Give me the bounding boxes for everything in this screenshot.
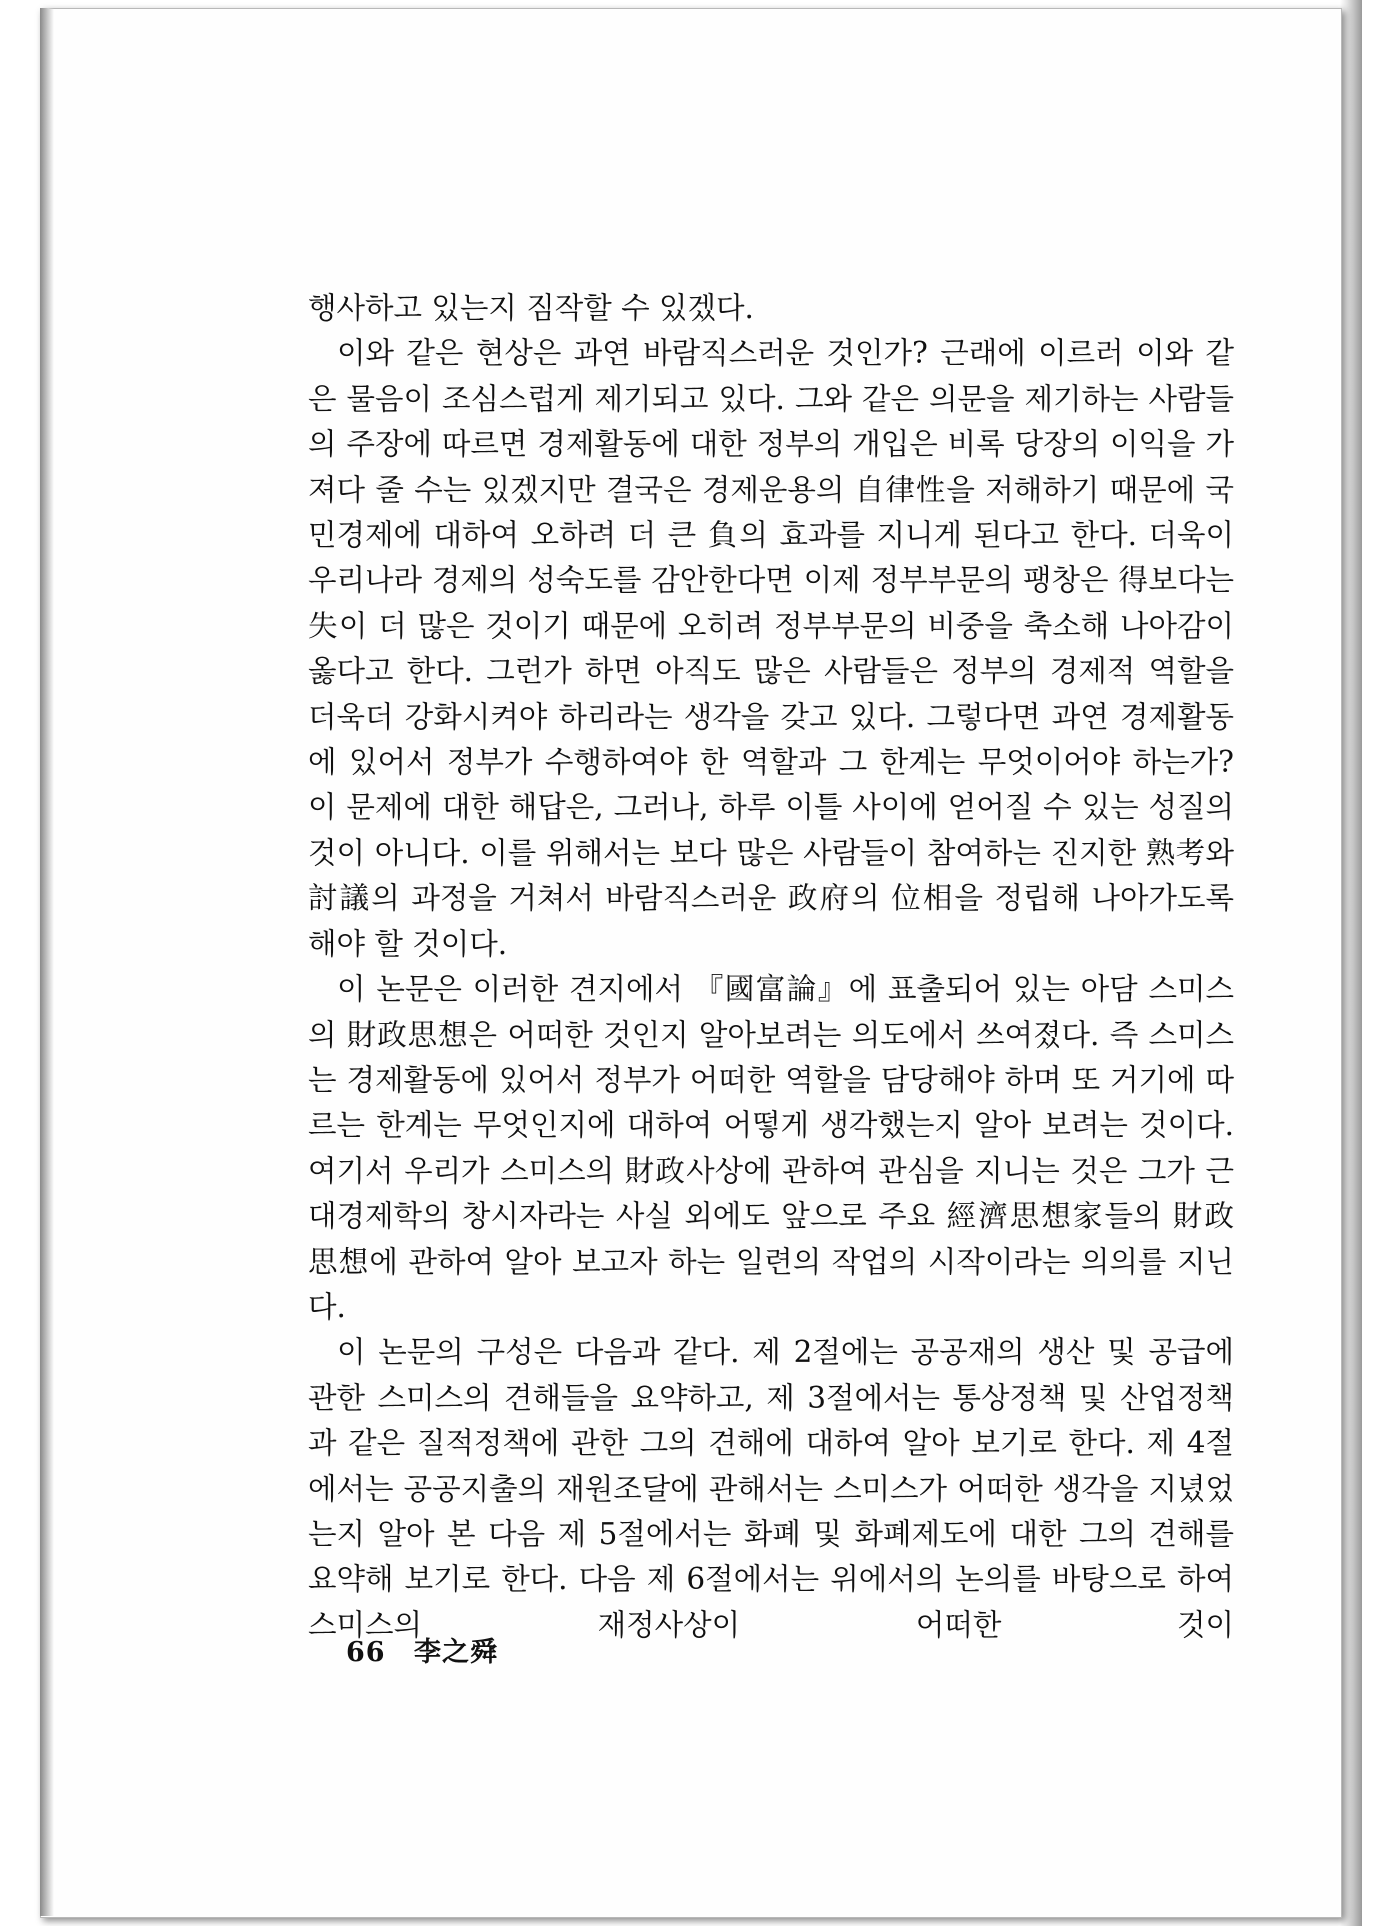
paragraph-continued: 행사하고 있는지 짐작할 수 있겠다. <box>308 291 754 325</box>
page-number: 66 <box>346 1637 386 1668</box>
paragraph: 이 논문은 이러한 견지에서 『國富論』에 표출되어 있는 아담 스미스의 財政思想은 어떠한 것인지 알아보려는 의도에서 쓰여졌다. 즉 스미스는 경제활동에 있어서 정부가 어떠한 역할을 담당해야 하며 또 거기에 따르는 한계는 무엇인지에 대하여 어떻게 생각했는지 알아 보려는 것이다. 여기서 우리가 스미스의 財政사상에 관하여 관심을 지니는 것은 그가 근대경제학의 창시자라는 사실 외에도 앞으로 주요 經濟思想家들의 財政思想에 관하여 알아 보고자 하는 일련의 작업의 시작이라는 의의를 지닌다. <box>308 972 1234 1324</box>
page-footer <box>346 1630 498 1669</box>
body-text <box>308 286 1234 1648</box>
paragraph: 이 논문의 구성은 다음과 같다. 제 2절에는 공공재의 생산 및 공급에 관한 스미스의 견해들을 요약하고, 제 3절에서는 통상정책 및 산업정책과 같은 질적정책에 관한 그의 견해에 대하여 알아 보기로 한다. 제 4절에서는 공공지출의 재원조달에 관해서는 스미스가 어떠한 생각을 지녔었는지 알아 본 다음 제 5절에서는 화폐 및 화폐제도에 대한 그의 견해를 요약해 보기로 한다. 다음 제 6절에서는 위에서의 논의를 바탕으로 하여 스미스의 재정사상이 어떠한 것이 <box>308 1335 1234 1642</box>
paragraph: 이와 같은 현상은 과연 바람직스러운 것인가? 근래에 이르러 이와 같은 물음이 조심스럽게 제기되고 있다. 그와 같은 의문을 제기하는 사람들의 주장에 따르면 경제활동에 대한 정부의 개입은 비록 당장의 이익을 가져다 줄 수는 있겠지만 결국은 경제운용의 自律性을 저해하기 때문에 국민경제에 대하여 오하려 더 큰 負의 효과를 지니게 된다고 한다. 더욱이 우리나라 경제의 성숙도를 감안한다면 이제 정부부문의 팽창은 得보다는 失이 더 많은 것이기 때문에 오히려 정부부문의 비중을 축소해 나아감이 옳다고 한다. 그런가 하면 아직도 많은 사람들은 정부의 경제적 역할을 더욱더 강화시켜야 하리라는 생각을 갖고 있다. 그렇다면 과연 경제활동에 있어서 정부가 수행하여야 한 역할과 그 한계는 무엇이어야 하는가? 이 문제에 대한 해답은, 그러나, 하루 이틀 사이에 얻어질 수 있는 성질의 것이 아니다. 이를 위해서는 보다 많은 사람들이 참여하는 진지한 熟考와 討議의 과정을 거쳐서 바람직스러운 政府의 位相을 정립해 나아가도록 해야 할 것이다. <box>308 336 1234 961</box>
book-spine-shadow <box>40 8 54 1916</box>
running-author: 李之舜 <box>413 1637 498 1668</box>
page-edge-shadow <box>1340 0 1362 1926</box>
